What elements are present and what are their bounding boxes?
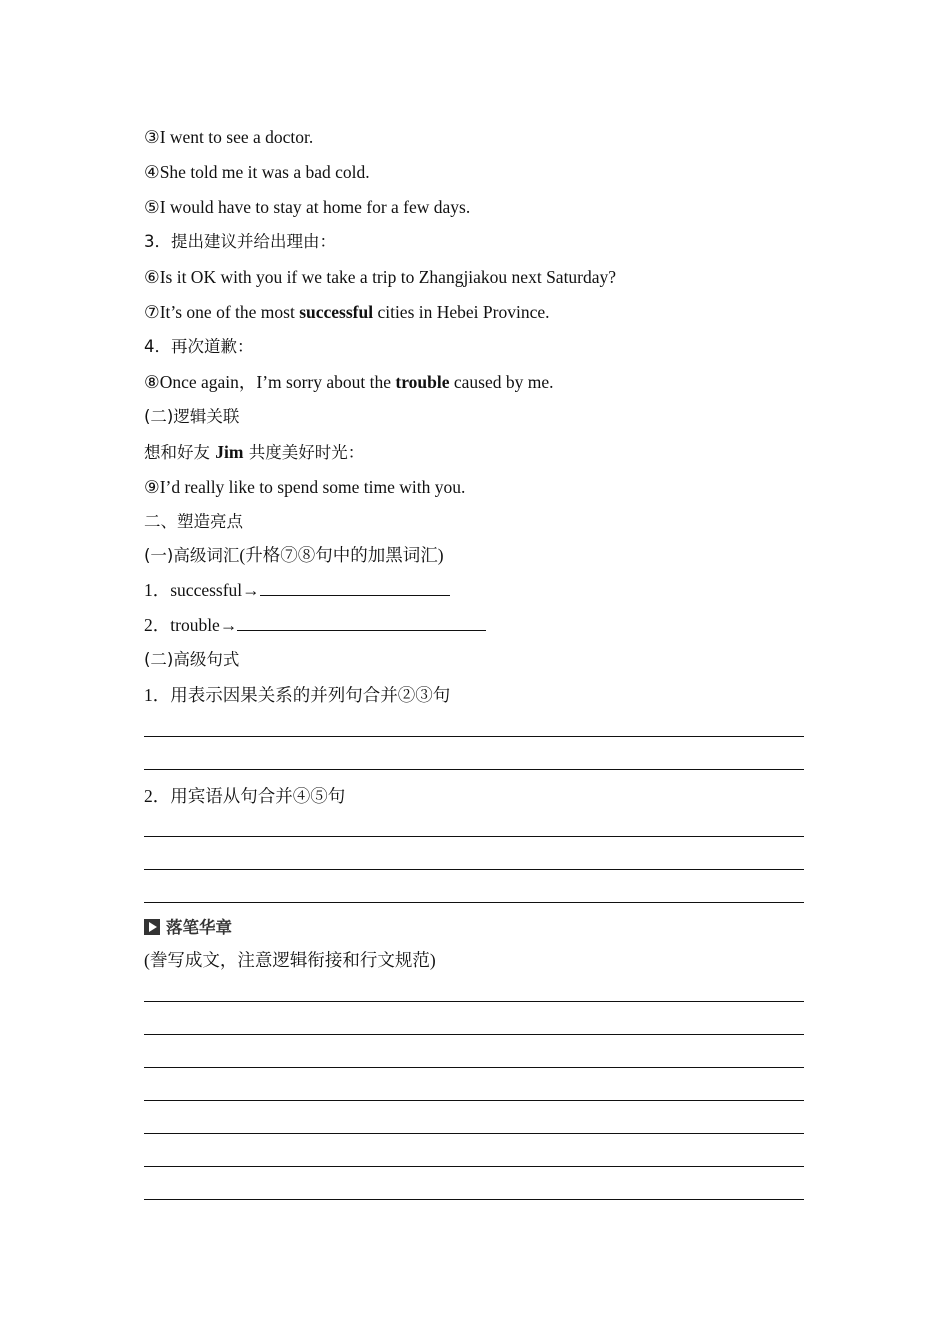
- vocab-answer-blank-1[interactable]: [260, 579, 450, 596]
- vocab-heading-label: (一)高级词汇: [144, 546, 240, 565]
- sentence-5: ⑤I would have to stay at home for a few days.: [144, 197, 471, 217]
- heading-syntax: (二)高级句式: [144, 650, 240, 669]
- vocab-answer-blank-2[interactable]: [237, 614, 486, 631]
- bold-word-successful: successful: [299, 302, 374, 322]
- sentence-8-end: caused by me.: [449, 372, 554, 392]
- heading-suggestion: 3．提出建议并给出理由：: [144, 232, 336, 251]
- syntax-task-1: 1．用表示因果关系的并列句合并②③句: [144, 685, 451, 705]
- heading-logic: (二)逻辑关联: [144, 407, 240, 426]
- vocab-item-1-label: 1．successful→: [144, 580, 260, 600]
- logic-subheading: [144, 441, 364, 464]
- writing-line[interactable]: [144, 1034, 804, 1035]
- bold-word-trouble: trouble: [395, 372, 450, 392]
- play-triangle-icon: [144, 919, 160, 935]
- sentence-6: ⑥Is it OK with you if we take a trip to Zhangjiakou next Saturday?: [144, 267, 617, 287]
- writing-line[interactable]: [144, 1166, 804, 1167]
- writing-line[interactable]: [144, 1001, 804, 1002]
- name-jim: Jim: [215, 442, 244, 462]
- answer-line[interactable]: [144, 836, 804, 837]
- writing-line[interactable]: [144, 1133, 804, 1134]
- heading-vocabulary: [144, 544, 444, 567]
- final-section-header: [144, 916, 232, 939]
- vocab-item-2: [144, 614, 486, 636]
- writing-line[interactable]: [144, 1100, 804, 1101]
- answer-line[interactable]: [144, 769, 804, 770]
- sentence-8: [144, 371, 554, 393]
- sentence-9: ⑨I’d really like to spend some time with you.: [144, 477, 466, 497]
- sentence-4: ④She told me it was a bad cold.: [144, 162, 370, 182]
- vocab-item-1: [144, 579, 450, 601]
- sentence-7: [144, 301, 550, 323]
- heading-apology: 4．再次道歉：: [144, 337, 254, 356]
- writing-line[interactable]: [144, 1199, 804, 1200]
- answer-line[interactable]: [144, 902, 804, 903]
- writing-line[interactable]: [144, 1067, 804, 1068]
- vocab-item-2-label: 2．trouble→: [144, 615, 238, 635]
- syntax-task-2: 2．用宾语从句合并④⑤句: [144, 786, 346, 806]
- answer-line[interactable]: [144, 736, 804, 737]
- logic-subheading-end: 共度美好时光：: [243, 443, 365, 462]
- answer-line[interactable]: [144, 869, 804, 870]
- logic-subheading-start: 想和好友: [144, 443, 216, 462]
- heading-part-two: 二、塑造亮点: [144, 512, 243, 531]
- vocab-note: (升格⑦⑧句中的加黑词汇): [239, 545, 444, 565]
- sentence-3: ③I went to see a doctor.: [144, 127, 314, 147]
- sentence-7-end: cities in Hebei Province.: [373, 302, 550, 322]
- sentence-7-start: ⑦It’s one of the most: [144, 302, 300, 322]
- sentence-8-start: ⑧Once again，I’m sorry about the: [144, 372, 396, 392]
- final-section-title: 落笔华章: [166, 918, 232, 937]
- final-instruction: (誊写成文，注意逻辑衔接和行文规范): [144, 950, 436, 970]
